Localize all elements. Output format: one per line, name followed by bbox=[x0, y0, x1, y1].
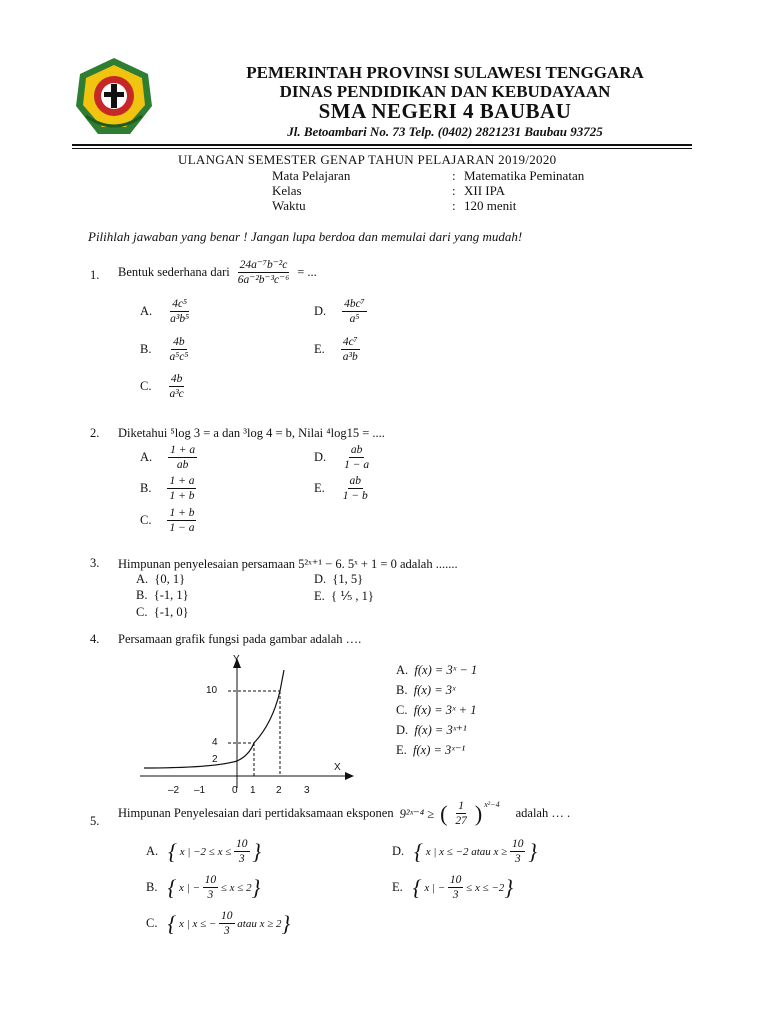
brace-close: } bbox=[528, 838, 538, 864]
option-set bbox=[413, 874, 513, 901]
option-letter: B. bbox=[140, 342, 152, 357]
info-sep-class: : bbox=[452, 183, 456, 198]
option-pre: x | −2 ≤ x ≤ bbox=[179, 845, 232, 858]
option-value: f(x) = 3ˣ⁺¹ bbox=[414, 723, 467, 737]
info-sep-subject: : bbox=[452, 168, 456, 183]
option-fraction bbox=[510, 838, 526, 865]
option-post: ≤ x ≤ 2 bbox=[220, 881, 252, 894]
x-tick-2: 2 bbox=[276, 785, 282, 796]
option-fraction bbox=[341, 336, 360, 363]
x-tick-0: 0 bbox=[232, 785, 238, 796]
option-denominator: 1 − a bbox=[344, 459, 370, 472]
q1-expr-numerator: 24a⁻⁷b⁻²c bbox=[238, 259, 290, 273]
q5-option-d[interactable] bbox=[392, 838, 537, 865]
option-value: {-1, 0} bbox=[153, 605, 189, 619]
option-denominator: 1 − a bbox=[169, 522, 195, 535]
option-numerator: ab bbox=[348, 475, 364, 489]
exam-title: ULANGAN SEMESTER GENAP TAHUN PELAJARAN 2019/2020 bbox=[178, 152, 557, 167]
q3-option-a[interactable] bbox=[136, 572, 185, 587]
option-letter: A. bbox=[140, 450, 153, 465]
option-value: f(x) = 3ˣ bbox=[413, 683, 456, 697]
option-value: f(x) = 3ˣ⁻¹ bbox=[413, 743, 466, 757]
q5-paren-open: ( bbox=[440, 800, 448, 826]
option-letter: B. bbox=[146, 880, 158, 895]
option-numerator: 10 bbox=[234, 838, 250, 852]
brace-open: { bbox=[412, 874, 422, 900]
option-fraction bbox=[167, 507, 196, 534]
q1-option-d[interactable] bbox=[314, 298, 367, 325]
q2-option-b[interactable] bbox=[140, 475, 196, 502]
option-denominator: 3 bbox=[238, 853, 245, 866]
header-rule-thin bbox=[72, 148, 692, 149]
q5-option-a[interactable] bbox=[146, 838, 261, 865]
option-numerator: ab bbox=[349, 444, 365, 458]
option-denominator: a⁵c⁵ bbox=[169, 351, 189, 364]
option-fraction bbox=[219, 910, 235, 937]
info-value-time: 120 menit bbox=[464, 198, 517, 213]
option-fraction bbox=[168, 444, 197, 471]
option-numerator: 1 + a bbox=[167, 475, 196, 489]
option-letter: E. bbox=[314, 481, 325, 496]
option-fraction bbox=[342, 298, 367, 325]
option-letter: B. bbox=[140, 481, 152, 496]
brace-open: { bbox=[168, 838, 177, 864]
q2-number: 2. bbox=[90, 426, 100, 440]
option-letter: C. bbox=[396, 703, 408, 717]
option-fraction bbox=[168, 298, 191, 325]
option-set bbox=[168, 838, 261, 865]
q4-option-b[interactable] bbox=[396, 683, 456, 698]
option-numerator: 4c⁷ bbox=[341, 336, 360, 350]
option-letter: A. bbox=[146, 844, 159, 859]
school-logo bbox=[74, 56, 154, 138]
option-letter: E. bbox=[396, 743, 407, 757]
option-denominator: a³c bbox=[169, 388, 184, 401]
q5-expr-fraction bbox=[453, 800, 469, 827]
q2-option-a[interactable] bbox=[140, 444, 197, 471]
q4-option-e[interactable] bbox=[396, 742, 465, 758]
option-letter: E. bbox=[314, 342, 325, 357]
option-denominator: a³b bbox=[342, 351, 358, 364]
q1-expression bbox=[236, 259, 291, 286]
option-fraction bbox=[341, 475, 370, 502]
option-fraction bbox=[203, 874, 219, 901]
option-numerator: 10 bbox=[448, 874, 464, 888]
q2-option-c[interactable] bbox=[140, 507, 196, 534]
x-tick-3: 3 bbox=[304, 785, 310, 796]
q4-option-c[interactable] bbox=[396, 703, 476, 718]
option-numerator: 10 bbox=[510, 838, 526, 852]
option-numerator: 1 + b bbox=[167, 507, 196, 521]
option-letter: A. bbox=[396, 663, 409, 677]
option-fraction bbox=[167, 475, 196, 502]
q3-number: 3. bbox=[90, 556, 100, 570]
header-department: DINAS PENDIDIKAN DAN KEBUDAYAAN bbox=[279, 82, 611, 101]
option-fraction bbox=[234, 838, 250, 865]
q1-option-c[interactable] bbox=[140, 373, 186, 400]
q5-expr-left: 9²ˣ⁻⁴ ≥ bbox=[399, 806, 435, 821]
option-numerator: 4b bbox=[171, 336, 187, 350]
option-letter: D. bbox=[314, 572, 327, 586]
header-address: Jl. Betoambari No. 73 Telp. (0402) 2821231 Baubau 93725 bbox=[287, 124, 603, 139]
header-school-name: SMA NEGERI 4 BAUBAU bbox=[318, 99, 572, 123]
option-denominator: 3 bbox=[207, 889, 214, 902]
option-value: { ⅕ , 1} bbox=[331, 589, 374, 603]
info-label-class: Kelas bbox=[272, 183, 302, 198]
option-value: {1, 5} bbox=[332, 572, 364, 586]
option-post: atau x ≥ 2 bbox=[237, 917, 282, 930]
info-value-class: XII IPA bbox=[464, 183, 506, 198]
q1-number: 1. bbox=[90, 268, 100, 282]
q5-option-b[interactable] bbox=[146, 874, 260, 901]
option-set bbox=[167, 874, 260, 901]
q1-tail: = ... bbox=[297, 265, 317, 280]
q5-frac-numerator: 1 bbox=[456, 800, 466, 814]
brace-open: { bbox=[167, 910, 177, 936]
option-denominator: a⁵ bbox=[349, 313, 360, 326]
option-letter: C. bbox=[140, 379, 152, 394]
brace-open: { bbox=[167, 874, 177, 900]
x-tick-1: 1 bbox=[250, 785, 256, 796]
header-rule-thick bbox=[72, 144, 692, 146]
header-government: PEMERINTAH PROVINSI SULAWESI TENGGARA bbox=[246, 63, 644, 82]
brace-close: } bbox=[252, 838, 262, 864]
info-sep-time: : bbox=[452, 198, 456, 213]
y-axis-label: Y bbox=[233, 654, 240, 665]
option-numerator: 10 bbox=[203, 874, 219, 888]
q3-option-d[interactable] bbox=[314, 572, 363, 587]
info-label-subject: Mata Pelajaran bbox=[272, 168, 351, 183]
q5-tail: adalah … . bbox=[515, 806, 571, 821]
x-tick-neg1: –1 bbox=[194, 785, 206, 796]
option-pre: x | x ≤ −2 atau x ≥ bbox=[425, 845, 508, 858]
option-letter: A. bbox=[140, 304, 153, 319]
q1-text: Bentuk sederhana dari bbox=[118, 265, 230, 280]
q5-option-c[interactable] bbox=[146, 910, 290, 937]
q2-text: Diketahui ⁵log 3 = a dan ³log 4 = b, Nilai ⁴log15 = .... bbox=[118, 426, 385, 440]
option-numerator: 4b bbox=[169, 373, 185, 387]
instruction: Pilihlah jawaban yang benar ! Jangan lupa berdoa dan memulai dari yang mudah! bbox=[88, 229, 523, 244]
y-tick-4: 4 bbox=[212, 737, 218, 748]
option-letter: C. bbox=[140, 513, 152, 528]
info-label-time: Waktu bbox=[272, 198, 306, 213]
q5-text-row bbox=[118, 800, 570, 827]
option-post: ≤ x ≤ −2 bbox=[466, 881, 505, 894]
q4-option-d[interactable] bbox=[396, 722, 467, 738]
option-set bbox=[414, 838, 537, 865]
q1-option-b[interactable] bbox=[140, 336, 190, 363]
option-letter: B. bbox=[136, 588, 148, 602]
option-value: f(x) = 3ˣ + 1 bbox=[413, 703, 477, 717]
option-letter: D. bbox=[314, 304, 327, 319]
q2-option-d[interactable] bbox=[314, 444, 371, 471]
x-axis-arrow-icon bbox=[345, 772, 354, 780]
option-pre: x | − bbox=[179, 881, 200, 894]
q4-text: Persamaan grafik fungsi pada gambar adalah …. bbox=[118, 632, 362, 646]
q1-text-row bbox=[118, 259, 317, 286]
brace-close: } bbox=[504, 874, 514, 900]
option-value: {0, 1} bbox=[154, 572, 186, 586]
q5-paren-close: ) bbox=[474, 800, 483, 826]
option-letter: D. bbox=[314, 450, 327, 465]
option-pre: x | x ≤ − bbox=[179, 917, 217, 930]
q2-option-e[interactable] bbox=[314, 475, 370, 502]
q4-graph bbox=[130, 652, 360, 800]
q5-frac-denominator: 27 bbox=[455, 815, 467, 828]
option-numerator: 1 + a bbox=[168, 444, 197, 458]
option-value: f(x) = 3ˣ − 1 bbox=[414, 663, 478, 677]
option-denominator: a³b⁵ bbox=[170, 313, 190, 326]
option-value: {-1, 1} bbox=[153, 588, 189, 602]
q4-number: 4. bbox=[90, 632, 100, 646]
option-denominator: 1 − b bbox=[342, 490, 368, 503]
y-tick-10: 10 bbox=[206, 685, 218, 696]
option-numerator: 4c⁵ bbox=[170, 298, 189, 312]
q5-number: 5. bbox=[90, 814, 100, 828]
option-numerator: 4bc⁷ bbox=[342, 298, 367, 312]
q5-expr-exponent: x²−4 bbox=[484, 800, 500, 809]
option-pre: x | − bbox=[424, 881, 446, 894]
q5-option-e[interactable] bbox=[392, 874, 513, 901]
option-fraction bbox=[167, 373, 185, 400]
q4-option-a[interactable] bbox=[396, 663, 477, 678]
brace-open: { bbox=[414, 838, 423, 864]
q3-option-b[interactable] bbox=[136, 588, 189, 603]
q3-option-c[interactable] bbox=[136, 605, 189, 620]
option-letter: C. bbox=[136, 605, 148, 619]
info-value-subject: Matematika Peminatan bbox=[464, 168, 585, 183]
q1-option-a[interactable] bbox=[140, 298, 191, 325]
brace-close: } bbox=[251, 874, 261, 900]
q5-text: Himpunan Penyelesaian dari pertidaksamaan eksponen bbox=[118, 806, 394, 821]
x-tick-neg2: –2 bbox=[168, 785, 180, 796]
option-denominator: ab bbox=[176, 459, 189, 472]
q3-option-e[interactable] bbox=[314, 588, 374, 604]
option-fraction bbox=[448, 874, 464, 901]
option-set bbox=[167, 910, 290, 937]
q3-text: Himpunan penyelesaian persamaan 5²ˣ⁺¹ − 6. 5ˣ + 1 = 0 adalah ....... bbox=[118, 557, 458, 571]
option-numerator: 10 bbox=[219, 910, 235, 924]
option-denominator: 3 bbox=[223, 925, 230, 938]
brace-close: } bbox=[281, 910, 291, 936]
y-tick-2: 2 bbox=[212, 754, 218, 765]
option-letter: D. bbox=[396, 723, 409, 737]
option-letter: D. bbox=[392, 844, 405, 859]
option-denominator: 1 + b bbox=[169, 490, 195, 503]
option-letter: C. bbox=[146, 916, 158, 931]
option-fraction bbox=[167, 336, 190, 363]
option-denominator: 3 bbox=[452, 889, 459, 902]
option-letter: B. bbox=[396, 683, 408, 697]
option-denominator: 3 bbox=[514, 853, 521, 866]
option-letter: A. bbox=[136, 572, 149, 586]
option-fraction bbox=[342, 444, 371, 471]
q1-option-e[interactable] bbox=[314, 336, 360, 363]
q1-expr-denominator: 6a⁻²b⁻³c⁻⁶ bbox=[237, 274, 290, 287]
x-axis-label: X bbox=[334, 762, 341, 773]
option-letter: E. bbox=[314, 589, 325, 603]
option-letter: E. bbox=[392, 880, 403, 895]
